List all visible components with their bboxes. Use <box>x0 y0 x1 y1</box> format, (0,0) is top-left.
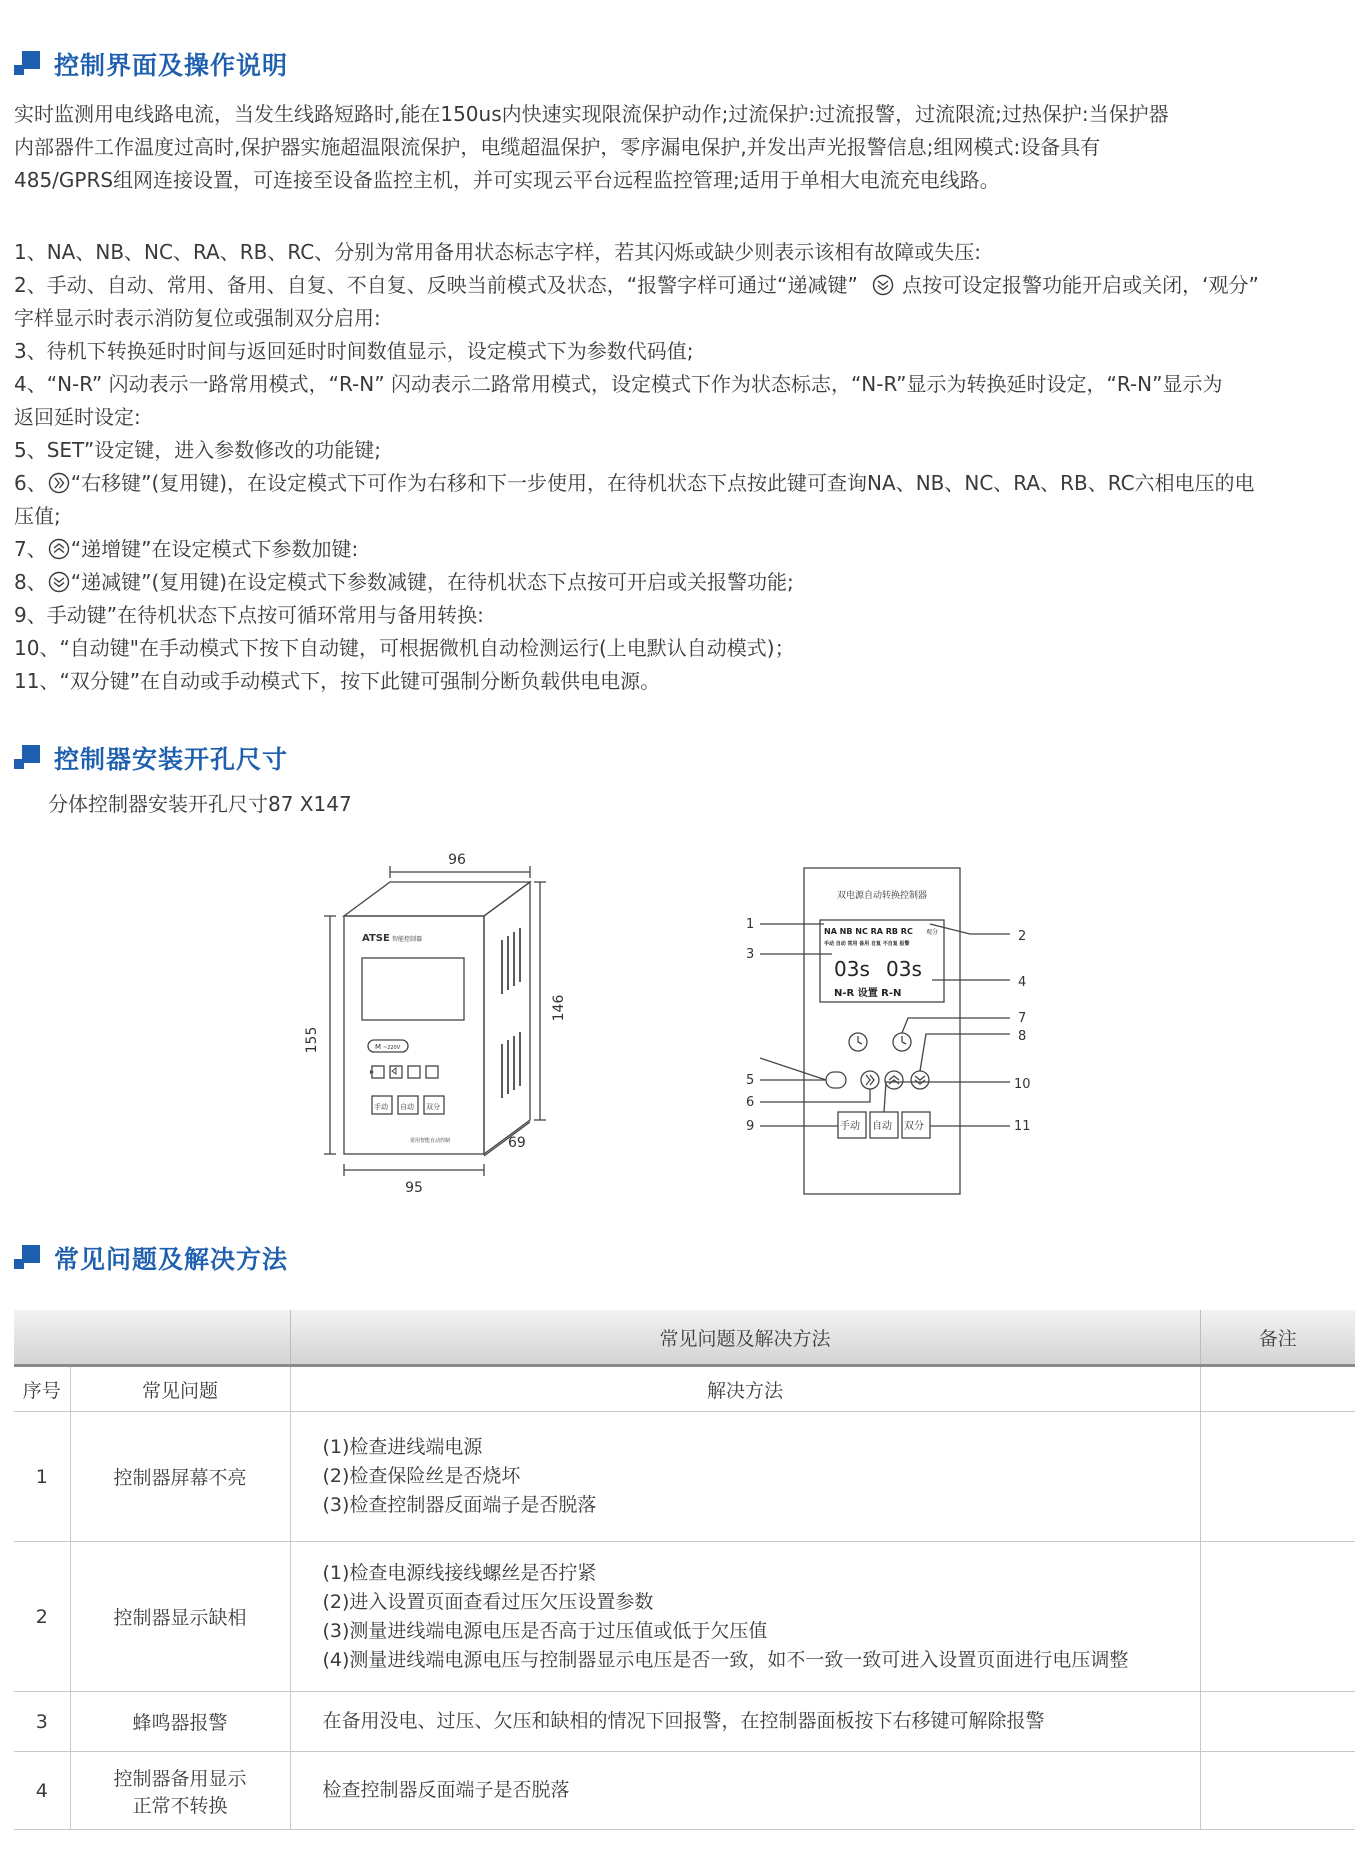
circle-double-down-icon <box>47 571 71 593</box>
front-dual-label: 双分 <box>426 1103 440 1111</box>
table-row <box>14 1692 1355 1752</box>
row-solution: 在备用没电、过压、欠压和缺相的情况下回报警，在控制器面板按下右移键可解除报警 <box>290 1692 1200 1752</box>
row-note <box>1200 1692 1355 1752</box>
col-problem: 常见问题 <box>70 1366 290 1412</box>
list-item: 2、手动、自动、常用、备用、自复、不自复、反映当前模式及状态，“报警字样可通过“递减键” 点按可设定报警功能开启或关闭，‘观分” <box>14 273 1259 297</box>
header-note: 备注 <box>1200 1310 1355 1366</box>
header-empty <box>14 1310 290 1366</box>
callout-1: 1 <box>746 917 755 932</box>
lcd-transfer-delay: 03s <box>834 957 870 981</box>
section-title-ui: 控制界面及操作说明 <box>12 46 288 82</box>
lcd-phases: NA NB NC RA RB RC <box>824 927 913 936</box>
device-front <box>344 916 484 1154</box>
callout-8: 8 <box>1018 1029 1027 1044</box>
callout-5: 5 <box>746 1073 755 1088</box>
row-no: 4 <box>14 1752 70 1830</box>
row-note <box>1200 1752 1355 1830</box>
list-item: 3、待机下转换延时时间与返回延时时间数值显示，设定模式下为参数代码值; <box>14 339 694 363</box>
motor-voltage: ~220V <box>383 1045 401 1051</box>
list-item: 4、“N-R” 闪动表示一路常用模式，“R-N” 闪动表示二路常用模式，设定模式下作为状态标志，“N-R”显示为转换延时设定，“R-N”显示为 <box>14 372 1223 396</box>
intro-paragraph: 实时监测用电线路电流，当发生线路短路时,能在150us内快速实现限流保护动作;过流保护:过流报警，过流限流;过热保护:当保护器 内部器件工作温度过高时,保护器实施超温限流保护，电缆超温保护，零序漏电保护,并发出声光报警信息;组网模式:设备具有 485/GPRS组网连接设置，可连接至设备监控主机，并可实现云平台远程监控管理;适用于单相大电流充电线路。 <box>14 102 1169 192</box>
dim-69: 69 <box>508 1135 526 1151</box>
table-row <box>14 1752 1355 1830</box>
callout-3: 3 <box>746 947 755 962</box>
atse-sub-label: 智能控制器 <box>392 936 423 943</box>
lcd-dual: 观分 <box>926 929 939 936</box>
col-no: 序号 <box>14 1366 70 1412</box>
operation-list <box>14 236 1359 698</box>
header-group: 常见问题及解决方法 <box>290 1310 1200 1366</box>
row-problem: 控制器屏幕不亮 <box>70 1412 290 1542</box>
circle-double-up-icon <box>47 538 71 560</box>
panel-dual-label: 双分 <box>904 1121 924 1132</box>
front-manual-label: 手动 <box>374 1103 388 1111</box>
row-problem: 蜂鸣器报警 <box>70 1692 290 1752</box>
motor-label: M <box>375 1043 382 1051</box>
list-item: 返回延时设定: <box>14 405 141 429</box>
table-header-row <box>14 1310 1355 1366</box>
row-problem: 控制器显示缺相 <box>70 1542 290 1692</box>
col-note <box>1200 1366 1355 1412</box>
panel-manual-label: 手动 <box>840 1121 860 1132</box>
row-solution: (1)检查进线端电源 (2)检查保险丝是否烧坏 (3)检查控制器反面端子是否脱落 <box>290 1412 1200 1542</box>
list-item: 压值; <box>14 504 61 528</box>
device-screen <box>362 958 464 1020</box>
mount-note: 分体控制器安装开孔尺寸87 X147 <box>48 792 352 816</box>
section-marker-icon <box>12 49 42 79</box>
dim-155: 155 <box>304 1026 320 1054</box>
row-solution: (1)检查电源线接线螺丝是否拧紧 (2)进入设置页面查看过压欠压设置参数 (3)测量进线端电源电压是否高于过压值或低于欠压值 (4)测量进线端电源电压与控制器显示电压是否一致，如不一致一致可进入设置页面进行电压调整 <box>290 1542 1200 1692</box>
list-item: 10、“自动键"在手动模式下按下自动键，可根据微机自动检测运行(上电默认自动模式)； <box>14 636 795 660</box>
callout-9: 9 <box>746 1119 755 1134</box>
faq-table <box>14 1310 1355 1830</box>
callout-6: 6 <box>746 1095 755 1110</box>
row-note <box>1200 1542 1355 1692</box>
list-item: 1、NA、NB、NC、RA、RB、RC、分别为常用备用状态标志字样，若其闪烁或缺少则表示该相有故障或失压: <box>14 240 981 264</box>
list-item: 8、 “递减键”(复用键)在设定模式下参数减键，在待机状态下点按可开启或关报警功能; <box>14 570 794 594</box>
row-no: 2 <box>14 1542 70 1692</box>
lcd-return-delay: 03s <box>886 957 922 981</box>
front-auto-label: 自动 <box>400 1103 414 1111</box>
list-item: 9、手动键”在待机状态下点按可循环常用与备用转换: <box>14 603 484 627</box>
callout-7: 7 <box>1018 1011 1027 1026</box>
callout-11: 11 <box>1014 1119 1031 1134</box>
row-no: 1 <box>14 1412 70 1542</box>
row-note <box>1200 1412 1355 1542</box>
list-item: 字样显示时表示消防复位或强制双分启用: <box>14 306 381 330</box>
list-item: 11、“双分键”在自动或手动模式下，按下此键可强制分断负载供电电源。 <box>14 669 661 693</box>
callout-10: 10 <box>1014 1077 1031 1092</box>
table-subheader-row <box>14 1366 1355 1412</box>
row-no: 3 <box>14 1692 70 1752</box>
callout-4: 4 <box>1018 975 1027 990</box>
set-key <box>826 1072 846 1088</box>
dim-146: 146 <box>551 994 567 1022</box>
front-footer: 常用智能自动控制 <box>410 1138 451 1144</box>
list-item: 6、 “右移键”(复用键)，在设定模式下可作为右移和下一步使用，在待机状态下点按此键可查询NA、NB、NC、RA、RB、RC六相电压的电 <box>14 471 1255 495</box>
atse-label: ATSE <box>362 933 390 944</box>
section-marker-icon <box>12 743 42 773</box>
device-top <box>344 882 530 916</box>
circle-double-down-icon <box>870 274 896 296</box>
col-solution: 解决方法 <box>290 1366 1200 1412</box>
list-item: 7、 “递增键”在设定模式下参数加键: <box>14 537 359 561</box>
panel-title: 双电源自动转换控制器 <box>836 891 928 901</box>
dim-95: 95 <box>405 1180 423 1196</box>
table-row <box>14 1412 1355 1542</box>
circle-double-right-icon <box>47 472 71 494</box>
dim-96: 96 <box>448 852 466 868</box>
row-solution: 检查控制器反面端子是否脱落 <box>290 1752 1200 1830</box>
device-side <box>484 882 530 1154</box>
row-problem: 控制器备用显示正常不转换 <box>70 1752 290 1830</box>
list-item: 5、SET”设定键，进入参数修改的功能键; <box>14 438 381 462</box>
table-row <box>14 1542 1355 1692</box>
panel-auto-label: 自动 <box>872 1121 892 1132</box>
lcd-mode: N-R 设置 R-N <box>834 988 902 999</box>
section-title-mount: 控制器安装开孔尺寸 <box>12 740 288 776</box>
section-title-faq: 常见问题及解决方法 <box>12 1240 288 1276</box>
panel-frame <box>804 868 960 1194</box>
controller-diagram <box>280 830 1100 1210</box>
lcd-status: 手动 自动 常用 备用 自复 不自复 报警 <box>824 941 910 947</box>
callout-2: 2 <box>1018 929 1027 944</box>
section-marker-icon <box>12 1243 42 1273</box>
